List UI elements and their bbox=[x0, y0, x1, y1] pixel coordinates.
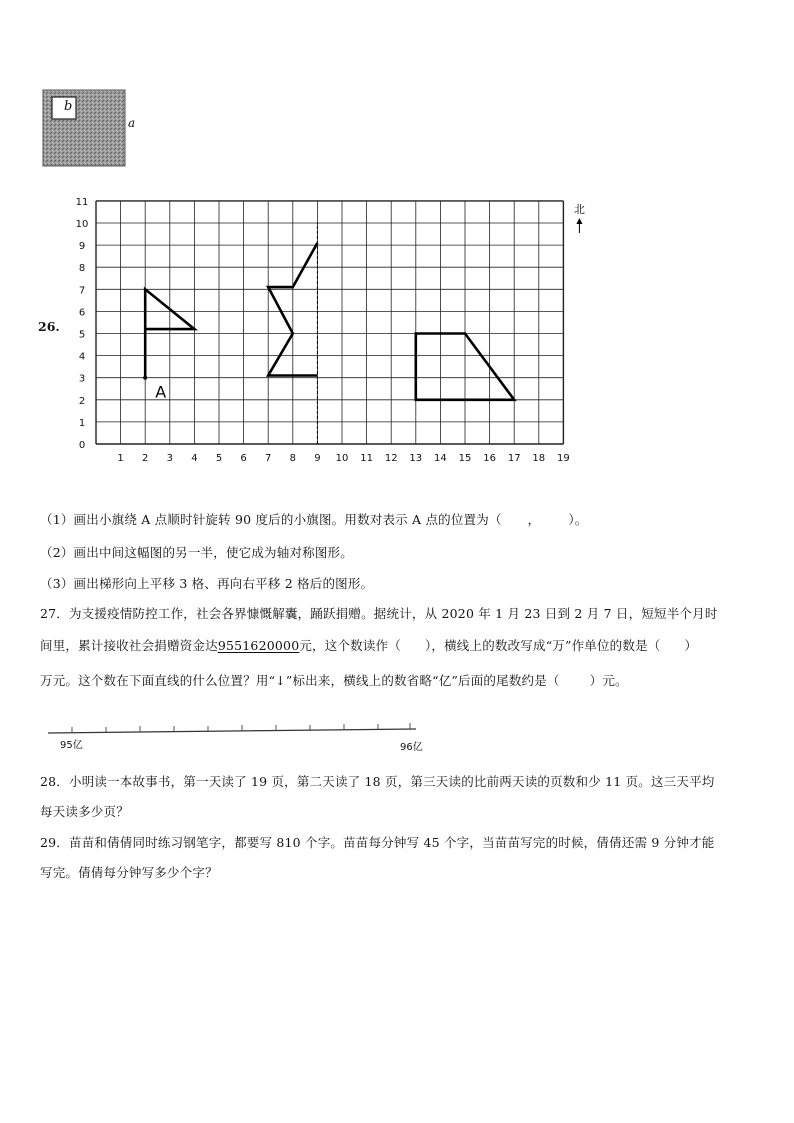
inner-square-label: b bbox=[64, 99, 73, 114]
number-line-left-label: 95亿 bbox=[60, 740, 83, 751]
square-figure-svg bbox=[42, 89, 126, 167]
q29-line-1: 29．苗苗和倩倩同时练习钢笔字，都要写 810 个字。苗苗每分钟写 45 个字，当苗苗写完的时候，倩倩还需 9 分钟才能 bbox=[40, 835, 715, 850]
question-number-26: 26. bbox=[38, 319, 60, 334]
q28-line-1: 28．小明读一本故事书，第一天读了 19 页，第二天读了 18 页，第三天读的比前两天读的页数和少 11 页。这三天平均 bbox=[40, 774, 715, 789]
q27-line-2 bbox=[40, 636, 697, 654]
y-tick-label: 3 bbox=[78, 373, 86, 385]
x-tick-label: 14 bbox=[434, 453, 447, 464]
x-tick-label: 4 bbox=[191, 453, 198, 464]
x-tick-label: 19 bbox=[557, 453, 570, 464]
q26-item-1-comma: ， bbox=[527, 512, 541, 527]
q26-item-2: （2）画出中间这幅图的另一半，使它成为轴对称图形。 bbox=[40, 545, 353, 560]
x-tick-label: 3 bbox=[166, 453, 173, 464]
q27-line-1: 27．为支援疫情防控工作，社会各界慷慨解囊，踊跃捐赠。据统计，从 2020 年 1 月 23 日到 2 月 7 日，短短半个月时 bbox=[40, 606, 718, 621]
y-tick-label: 11 bbox=[75, 196, 89, 208]
x-tick-label: 12 bbox=[384, 453, 398, 464]
q26-item-1-text: （1）画出小旗绕 A 点顺时针旋转 90 度后的小旗图。用数对表示 A 点的位置为（ bbox=[40, 512, 502, 527]
number-line bbox=[44, 716, 444, 756]
y-tick-label: 2 bbox=[78, 395, 86, 407]
square-figure bbox=[42, 89, 126, 167]
x-tick-label: 17 bbox=[507, 453, 521, 464]
number-line-svg bbox=[44, 716, 444, 756]
y-tick-label: 8 bbox=[78, 263, 86, 275]
x-tick-label: 9 bbox=[314, 453, 321, 464]
x-tick-label: 15 bbox=[458, 453, 472, 464]
y-tick-label: 1 bbox=[78, 417, 86, 429]
grid-figure bbox=[60, 184, 590, 470]
x-tick-label: 7 bbox=[265, 453, 272, 464]
side-label-a: a bbox=[128, 116, 136, 130]
donation-amount: 9551620000 bbox=[217, 638, 300, 653]
q27-line-3-b: ）元。 bbox=[589, 673, 628, 688]
x-tick-label: 11 bbox=[360, 453, 373, 464]
x-tick-label: 5 bbox=[215, 453, 223, 464]
x-tick-label: 8 bbox=[289, 453, 296, 464]
q26-item-1 bbox=[40, 510, 588, 528]
q27-line-2-c: ），横线上的数改写成“万”作单位的数是（ bbox=[424, 638, 661, 653]
x-tick-label: 2 bbox=[142, 453, 149, 464]
x-tick-label: 18 bbox=[532, 453, 546, 464]
y-tick-label: 6 bbox=[78, 307, 86, 319]
point-a-label: A bbox=[155, 382, 167, 402]
coordinate-grid bbox=[60, 184, 590, 470]
q27-line-3 bbox=[40, 671, 628, 689]
point-a-dot bbox=[143, 376, 147, 380]
q27-line-2-a: 间里，累计接收社会捐赠资金达 bbox=[40, 638, 218, 653]
y-tick-label: 7 bbox=[78, 285, 86, 297]
x-tick-label: 10 bbox=[335, 453, 349, 464]
y-tick-label: 4 bbox=[78, 351, 86, 363]
x-tick-label: 16 bbox=[483, 453, 496, 464]
q27-line-2-d: ） bbox=[684, 638, 698, 653]
x-tick-label: 13 bbox=[409, 453, 423, 464]
y-tick-label: 0 bbox=[78, 440, 86, 451]
q27-line-2-b: 元，这个数读作（ bbox=[299, 638, 401, 653]
y-tick-label: 10 bbox=[75, 219, 89, 230]
y-tick-label: 9 bbox=[78, 241, 86, 253]
q28-line-2: 每天读多少页？ bbox=[40, 804, 129, 819]
q27-line-3-a: 万元。这个数在下面直线的什么位置？用“↓”标出来，横线上的数省略“亿”后面的尾数约是（ bbox=[40, 673, 560, 688]
north-label: 北 bbox=[573, 203, 585, 216]
x-tick-label: 1 bbox=[117, 453, 124, 464]
q29-line-2: 写完。倩倩每分钟写多少个字？ bbox=[40, 865, 218, 880]
north-arrowhead-icon bbox=[576, 218, 582, 224]
y-tick-label: 5 bbox=[78, 329, 86, 341]
number-line-right-label: 96亿 bbox=[400, 742, 423, 753]
q26-item-3: （3）画出梯形向上平移 3 格、再向右平移 2 格后的图形。 bbox=[40, 576, 374, 591]
q26-item-1-end: ）。 bbox=[568, 512, 588, 527]
x-tick-label: 6 bbox=[240, 453, 247, 464]
